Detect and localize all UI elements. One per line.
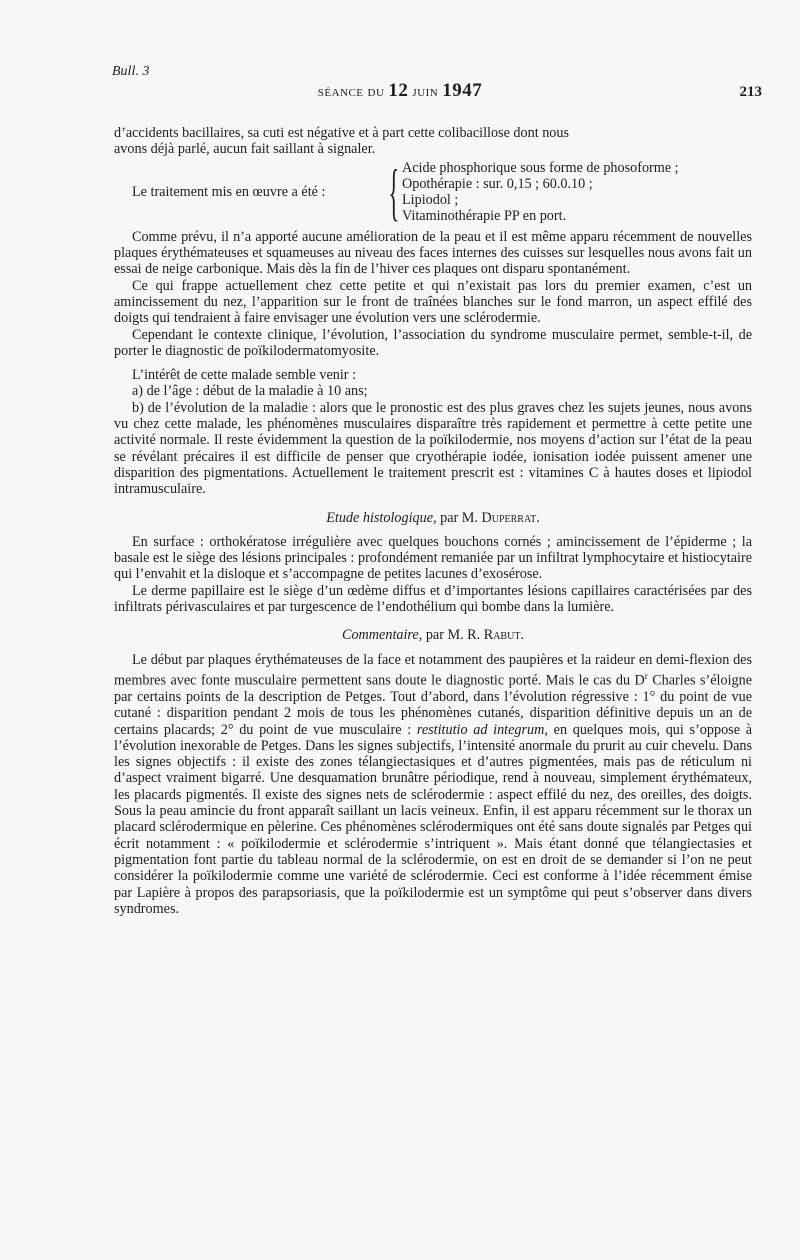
text-run: Charles s’éloigne par certains points de la description de Petges. Tout d’abord, dans l’évolution régressive : 1° du point de vue cutané : disparition pendant 2 mois de tous les phénomènes cutanés, disparition définitive depuis un an de certains placards; 2° du point de vue musculaire : (114, 672, 752, 738)
paragraph: Le derme papillaire est le siège d’un œdème diffus et d’importantes lésions capillaires caractérisées par des infiltrats périvasculaires et par turgescence de l’endothélium qui bombe dans la lumière. (114, 582, 752, 616)
section-title-commentary (114, 627, 752, 643)
commentary-paragraph (114, 652, 752, 917)
paragraph: Comme prévu, il n’a apporté aucune amélioration de la peau et il est même apparu récemment de nouvelles plaques érythémateuses et squameuses au niveau des faces internes des cuisses sur lesquelles nous avons fait un essai de neige carbonique. Mais dès la fin de l’hiver ces plaques ont disparu spontanément. (114, 228, 752, 278)
journal-abbrev: Bull. 3 (112, 64, 150, 79)
header-seance: SÉANCE (317, 87, 364, 99)
latin-phrase: restitutio ad integrum (416, 721, 545, 738)
section-title-histology (114, 510, 752, 526)
histology-par: par M. (440, 509, 478, 526)
commentary-title: Commentaire, (342, 627, 423, 644)
treatment-item: Vitaminothérapie PP en port. (402, 208, 567, 225)
running-header (0, 80, 800, 102)
histology-title: Etude histologique, (326, 509, 437, 526)
treatment-label: Le traitement mis en œuvre a été : (132, 184, 326, 201)
list-item-b: b) de l’évolution de la maladie : alors que le pronostic est des plus graves chez les sujets jeunes, nous avons vu chez cette malade, les phénomènes musculaires disparaître très rapidement et permettre à cette petite une activité normale. Il reste évidemment la question de la poïkilodermie, nos moyens d’action sur l’état de la peau se révélant précaires il est difficile de penser que cryothérapie iodée, ionisation iodée puissent amener une disparition des pigmentations. Actuellement le traitement prescrit est : vitamines C à hautes doses et lipiodol intramusculaire. (114, 399, 752, 498)
header-day: 12 (388, 80, 409, 101)
text-run: Le début par plaques érythémateuses de la face et notamment des paupières et la raideur en demi-flexion des membres avec fonte musculaire permettent sans doute le diagnostic porté. Mais le cas du D (114, 651, 752, 689)
superscript: r (644, 670, 648, 681)
paragraph: En surface : orthokératose irrégulière avec quelques bouchons cornés ; amincissement de l’épiderme ; la basale est le siège des lésions principales : profondément remaniée par un infiltrat lymphocytaire et histiocytaire qui l’envahit et la disloque et s’accompagne de petites lacunes d’exosérose. (114, 533, 752, 583)
treatment-item: Opothérapie : sur. 0,15 ; 60.0.10 ; (402, 175, 593, 192)
histology-author: Duperrat. (481, 509, 540, 526)
text-run: , en quelques mois, qui s’oppose à l’évolution inexorable de Petges. Dans les signes subjectifs, l’intensité anormale du prurit au cuir chevelu. Dans les signes objectifs : il existe des zones télangiectasiques et d’autres pigmentées, mais pas de réticulum ni d’aspect vraiment bigarré. Une desquamation brunâtre périodique, rend à nouveau, simplement érythémateux, les placards pigmentés. Il existe des signes nets de sclérodermie : aspect effilé du nez, des oreilles, des doigts. Sous la peau amincie du front apparaît saillant un lacis veineux. Enfin, il est apparu récemment sur le thorax un placard sclérodermique en pèlerine. Ces phénomènes sclérodermiques ont été sans doute signalés par Petges qui écrit notamment : « poïkilodermie et sclérodermie s’intriquent ». Mais étant donné que télangiectasies et pigmentation font partie du tableau normal de la sclérodermie, on est en droit de se demander si l’on ne peut considérer la poïkilodermie comme une variété de sclérodermie. Ceci est conforme à l’idée récemment émise par Lapière à propos des parapsoriasis, que la poïkilodermie est un symptôme qui peut s’observer dans divers syndromes. (114, 721, 752, 917)
intro-line-1: d’accidents bacillaires, sa cuti est négative et à part cette colibacillose dont nous (114, 125, 570, 141)
header-du: DU (367, 87, 385, 99)
list-item-a: a) de l’âge : début de la maladie à 10 ans; (132, 383, 368, 400)
page-number: 213 (739, 84, 762, 100)
article-body (114, 125, 752, 917)
brace-glyph: { (388, 156, 400, 228)
paragraph: Ce qui frappe actuellement chez cette petite et qui n’existait pas lors du premier examen, c’est un amincissement du nez, l’apparition sur le front de traînées blanches sur le fond marron, un aspect effilé des doigts qui tendraient à faire envisager une évolution vers une sclérodermie. (114, 277, 752, 327)
header-month: JUIN (412, 87, 439, 99)
treatment-item: Lipiodol ; (402, 192, 459, 209)
header-year: 1947 (442, 80, 483, 101)
treatment-list (402, 160, 679, 225)
paragraph: Cependant le contexte clinique, l’évolution, l’association du syndrome musculaire permet, semble-t-il, de porter le diagnostic de poïkilodermatomyosite. (114, 326, 752, 359)
commentary-author: Rabut. (483, 627, 524, 644)
treatment-block (114, 156, 752, 228)
intro-line-2: avons déjà parlé, aucun fait saillant à signaler. (114, 141, 376, 158)
commentary-par: par M. R. (425, 627, 481, 644)
treatment-item: Acide phosphorique sous forme de phosoforme ; (402, 159, 679, 176)
paragraph: L’intérêt de cette malade semble venir : (132, 367, 357, 384)
